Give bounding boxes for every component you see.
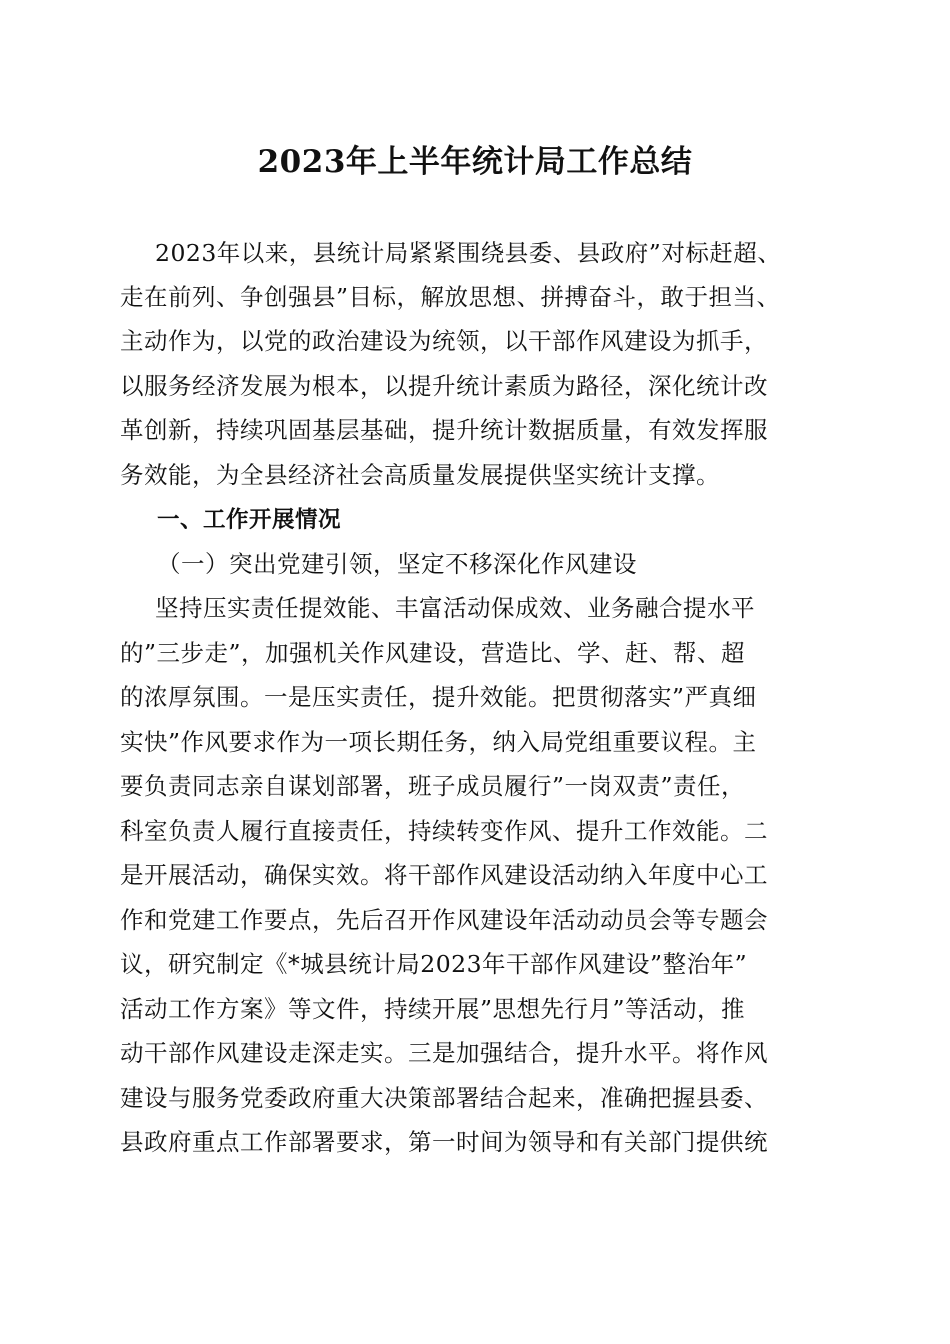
- body-line: 科室负责人履行直接责任，持续转变作风、提升工作效能。二: [120, 817, 768, 845]
- body-line: 的”三步走”，加强机关作风建设，营造比、学、赶、帮、超: [120, 639, 746, 667]
- body-line: 建设与服务党委政府重大决策部署结合起来，准确把握县委、: [120, 1084, 768, 1112]
- body-line: 活动工作方案》等文件，持续开展”思想先行月”等活动，推: [120, 995, 746, 1023]
- body-line: 坚持压实责任提效能、丰富活动保成效、业务融合提水平: [155, 594, 755, 622]
- intro-line: 革创新，持续巩固基层基础，提升统计数据质量，有效发挥服: [120, 416, 768, 444]
- intro-line: 主动作为，以党的政治建设为统领，以干部作风建设为抓手，: [120, 327, 768, 355]
- intro-line: 以服务经济发展为根本，以提升统计素质为路径，深化统计改: [120, 372, 768, 400]
- body-line: 县政府重点工作部署要求，第一时间为领导和有关部门提供统: [120, 1128, 768, 1156]
- intro-line: 走在前列、争创强县”目标，解放思想、拼搏奋斗，敢于担当、: [120, 283, 781, 311]
- body-line: 的浓厚氛围。一是压实责任，提升效能。把贯彻落实”严真细: [120, 683, 757, 711]
- body-line: 动干部作风建设走深走实。三是加强结合，提升水平。将作风: [120, 1039, 768, 1067]
- body-line: 是开展活动，确保实效。将干部作风建设活动纳入年度中心工: [120, 861, 768, 889]
- subsection-heading: （一）突出党建引领，坚定不移深化作风建设: [157, 550, 637, 578]
- body-line: 作和党建工作要点，先后召开作风建设年活动动员会等专题会: [120, 906, 768, 934]
- document-title: 2023年上半年统计局工作总结: [257, 144, 693, 180]
- body-line: 要负责同志亲自谋划部署，班子成员履行”一岗双责”责任，: [120, 772, 746, 800]
- body-line: 实快”作风要求作为一项长期任务，纳入局党组重要议程。主: [120, 728, 757, 756]
- body-line: 议，研究制定《*城县统计局2023年干部作风建设”整治年”: [120, 950, 748, 978]
- section-heading: 一、工作开展情况: [157, 507, 342, 533]
- intro-line: 务效能，为全县经济社会高质量发展提供坚实统计支撑。: [120, 461, 720, 489]
- intro-line: 2023年以来，县统计局紧紧围绕县委、县政府”对标赶超、: [155, 239, 782, 267]
